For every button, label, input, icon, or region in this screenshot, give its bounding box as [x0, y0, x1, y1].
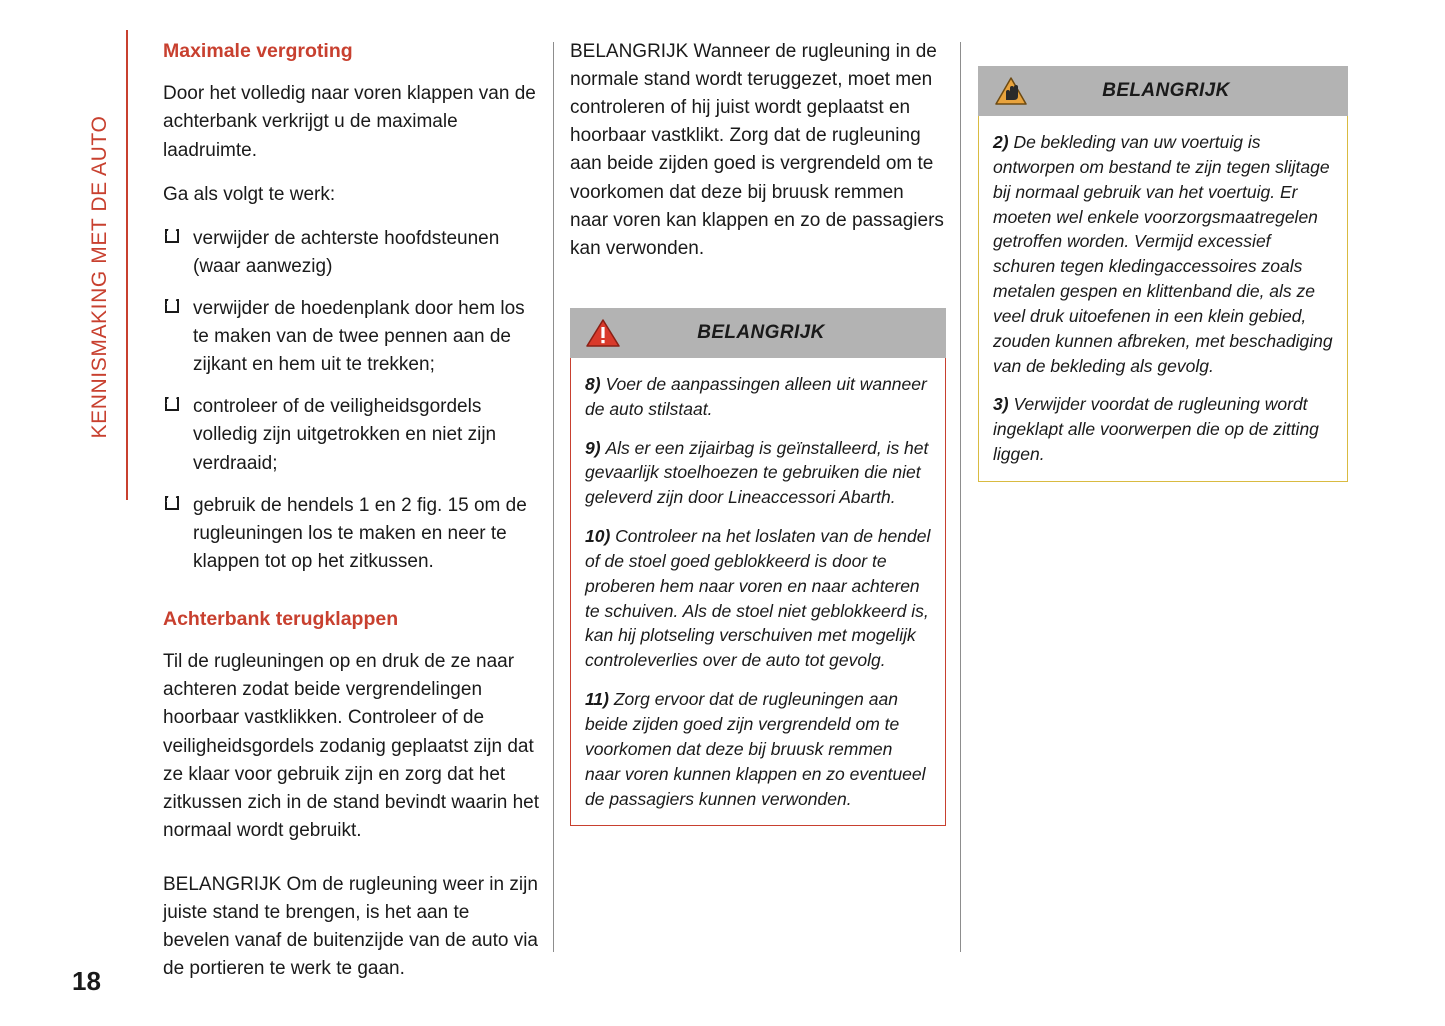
- column-divider-2: [960, 42, 961, 952]
- heading-maximale-vergroting: Maximale vergroting: [163, 40, 353, 62]
- column-three: [978, 38, 1348, 482]
- paragraph-belangrijk-rugleuning: BELANGRIJK Om de rugleuning weer in zijn juiste stand te brengen, is het aan te bevelen vanaf de buitenzijde van de auto via de portieren te werk te gaan.: [163, 874, 538, 980]
- warning-note-text: Zorg ervoor dat de rugleuningen aan beide zijden goed zijn vergrendeld om te voorkomen dat deze bij bruusk remmen naar voren kunnen klappen en zo eventueel de passagiers kunnen verwonden.: [585, 689, 926, 809]
- chapter-rule: [126, 30, 128, 500]
- warning-note-text: Controleer na het loslaten van de hendel of de stoel goed geblokkeerd is door te proberen hem naar voren en naar achteren te schuiven. Als de stoel niet geblokkeerd is, kan hij plotseling verschuiven met mogelijk controleverlies over de auto tot gevolg.: [585, 526, 931, 671]
- warning-note: [993, 392, 1333, 467]
- list-item: [163, 492, 541, 576]
- paragraph-terugklappen: Til de rugleuningen op en druk de ze naar achteren zodat beide vergrendelingen hoorbaar vastklikken. Controleer of de veiligheidsgordels zodanig geplaatst zijn dat ze klaar voor gebruik zijn en zorg dat het zitkussen zich in de stand bevindt waarin het normaal wordt gebruikt.: [163, 651, 539, 841]
- column-one: [163, 38, 541, 999]
- warning-note-text: Verwijder voordat de rugleuning wordt ingeklapt alle voorwerpen die op de zitting liggen.: [993, 394, 1319, 465]
- chapter-title: KENNISMAKING MET DE AUTO: [88, 115, 111, 439]
- column-two: [570, 38, 946, 826]
- warning-note: [585, 524, 931, 673]
- list-item-text: controleer of de veiligheidsgordels volledig zijn uitgetrokken en niet zijn verdraaid;: [193, 396, 497, 474]
- square-bullet-icon: [165, 496, 179, 510]
- warning-header: [570, 308, 946, 358]
- column-divider-1: [553, 42, 554, 952]
- hand-caution-icon: [988, 75, 1034, 107]
- list-item-text: gebruik de hendels 1 en 2 fig. 15 om de rugleuningen los te maken en neer te klappen tot op het zitkussen.: [193, 494, 527, 572]
- warning-note-number: 8): [585, 373, 606, 394]
- warning-note-number: 10): [585, 526, 616, 547]
- warning-note-text: Als er een zijairbag is geïnstalleerd, is het gevaarlijk stoelhoezen te gebruiken die niet geleverd zijn door Lineaccessori Abarth.: [585, 437, 929, 508]
- list-item-text: verwijder de hoedenplank door hem los te maken van de twee pennen aan de zijkant en hem uit te trekken;: [193, 297, 525, 376]
- chapter-side-tab: [0, 0, 130, 1026]
- warning-body: [978, 116, 1348, 482]
- square-bullet-icon: [165, 299, 179, 313]
- warning-note: [585, 687, 931, 811]
- warning-box-important-1: [570, 308, 946, 827]
- page-number: 18: [72, 966, 101, 996]
- warning-note-number: 2): [993, 132, 1014, 152]
- warning-note-text: De bekleding van uw voertuig is ontworpen om bestand te zijn tegen slijtage bij normaal gebruik van het voertuig. Er moeten wel enkele voorzorgsmaatregelen getroffen worden. Vermijd excessief schuren tegen kledingaccessoires zoals metalen gespen en klittenband die, als ze veel druk uitoefenen in een klein gebied, zouden kunnen afbreken, met beschadiging van de bekleding als gevolg.: [993, 132, 1333, 376]
- warning-note: [585, 372, 931, 422]
- list-item: [163, 225, 541, 281]
- warning-note-text: Voer de aanpassingen alleen uit wanneer de auto stilstaat.: [585, 373, 927, 419]
- warning-note: [993, 130, 1333, 378]
- square-bullet-icon: [165, 229, 179, 243]
- warning-note-number: 9): [585, 437, 606, 458]
- warning-box-important-2: [978, 66, 1348, 482]
- warning-title: BELANGRIJK: [697, 321, 825, 343]
- warning-header: [978, 66, 1348, 116]
- warning-title: BELANGRIJK: [1102, 80, 1230, 101]
- list-item: [163, 295, 541, 379]
- paragraph-ga-als-volgt: Ga als volgt te werk:: [163, 183, 336, 205]
- paragraph-belangrijk-normale-stand: BELANGRIJK Wanneer de rugleuning in de normale stand wordt teruggezet, moet men controleren of hij juist wordt geplaatst en hoorbaar vastklikt. Zorg dat de rugleuning aan beide zijden goed is vergrendeld om te voorkomen dat deze bij bruusk remmen naar voren kan klappen en zo de passagiers kan verwonden.: [570, 41, 944, 259]
- warning-note-number: 11): [585, 689, 614, 710]
- warning-body: [570, 358, 946, 827]
- list-item: [163, 393, 541, 477]
- warning-note: [585, 436, 931, 511]
- heading-achterbank-terugklappen: Achterbank terugklappen: [163, 607, 399, 630]
- warning-triangle-icon: [580, 318, 626, 348]
- warning-note-number: 3): [993, 394, 1014, 415]
- paragraph-max-laadruimte: Door het volledig naar voren klappen van de achterbank verkrijgt u de maximale laadruimte.: [163, 83, 536, 161]
- list-item-text: verwijder de achterste hoofdsteunen (waar aanwezig): [193, 227, 500, 277]
- square-bullet-icon: [165, 397, 179, 411]
